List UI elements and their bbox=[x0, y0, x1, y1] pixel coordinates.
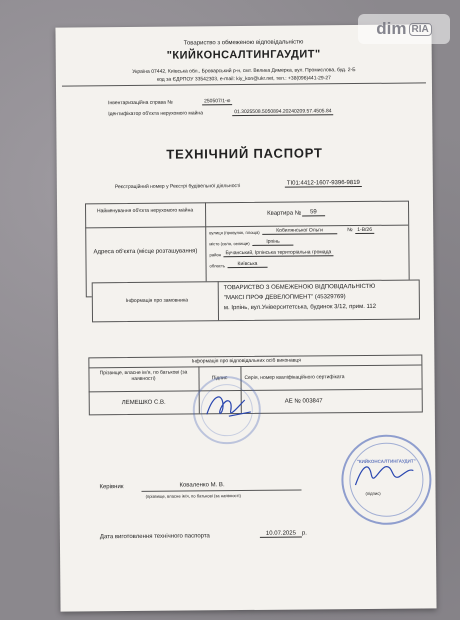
inventory-case-label: Інвентаризаційна справа № bbox=[108, 99, 173, 107]
customer-label: Інформація про замовника bbox=[125, 297, 189, 305]
object-id-label: Ідентифікатор об'єкта нерухомого майна bbox=[108, 110, 204, 118]
director-signature bbox=[349, 454, 419, 495]
director-name: Коваленко М. В. bbox=[179, 482, 225, 489]
house-caption: № bbox=[347, 227, 353, 234]
responsible-col-cert: Серія, номер кваліфікаційного сертифіката bbox=[244, 374, 345, 382]
page-title: ТЕХНІЧНИЙ ПАСПОРТ bbox=[166, 145, 323, 162]
inventory-case-value: 250507/1-ю bbox=[202, 98, 232, 105]
house-value: 1-В/26 bbox=[355, 227, 374, 234]
customer-line-1: ТОВАРИСТВО З ОБМЕЖЕНОЮ ВІДПОВІДАЛЬНІСТЮ bbox=[223, 283, 376, 292]
org-address: Україна 07442, Київська обл., Броварський р-н, смт. Велика Димерка, вул. Промислова, буд. 2-Б bbox=[132, 67, 356, 75]
director-name-line bbox=[142, 490, 302, 492]
street-caption: вулиця (провулок, площа) bbox=[209, 229, 260, 236]
technical-passport-document bbox=[55, 24, 436, 611]
city-caption: місто (село, селище) bbox=[209, 240, 250, 247]
date-label: Дата виготовлення технічного паспорта bbox=[99, 533, 210, 541]
customer-line-2: "МАКСІ ПРОФ ДЕВЕЛОПМЕНТ" (45329769) bbox=[223, 294, 346, 302]
director-label: Керівник bbox=[99, 484, 124, 491]
registry-value: TI01:4412-1607-9396-9819 bbox=[285, 180, 362, 188]
dim-ria-watermark bbox=[358, 14, 450, 44]
object-id-value: 01.3025508.5050894.20240209.57.4505.84 bbox=[232, 108, 333, 116]
responsible-name: ЛЕМЕШКО С.В. bbox=[121, 399, 166, 407]
apartment-value: 59 bbox=[302, 209, 325, 216]
street-value: Кобилянської Ольги bbox=[262, 227, 337, 235]
apartment-label: Квартира № bbox=[267, 210, 302, 217]
watermark-brand: dim bbox=[376, 19, 407, 38]
responsible-cert: АЕ № 003847 bbox=[284, 398, 323, 405]
director-sign-caption: (підпис) bbox=[365, 490, 381, 496]
region-caption: область bbox=[209, 263, 226, 269]
district-caption: район bbox=[209, 252, 222, 258]
org-name: "КИЙКОНСАЛТИНГАУДИТ" bbox=[166, 48, 321, 62]
seal-text: "КИЙКОНСАЛТИНГАУДИТ" bbox=[356, 458, 416, 465]
date-value: 10.07.2025 bbox=[260, 531, 302, 538]
district-value: Бучанський, Ірпінська територіальна громада bbox=[223, 249, 333, 257]
responsible-col-sign: Підпис bbox=[211, 375, 228, 382]
customer-line-3: м. Ірпінь, вул.Університетська, будинок 3/12, прим. 112 bbox=[223, 303, 377, 312]
watermark-badge: RIA bbox=[409, 23, 432, 36]
city-value: Ірпінь bbox=[252, 239, 293, 246]
date-suffix: р. bbox=[301, 530, 307, 537]
director-caption: (прізвище, власне ім'я, по батькові (за наявності) bbox=[145, 493, 241, 499]
registry-label: Реєстраційний номер у Реєстрі будівельної діяльності bbox=[114, 183, 241, 191]
org-line: Товариство з обмеженою відповідальністю bbox=[183, 39, 304, 47]
address-label: Адреса об'єкта (місце розташування) bbox=[93, 248, 198, 256]
object-name-label: Найменування об'єкта нерухомого майна bbox=[96, 207, 194, 215]
responsible-col-name: Прізвище, власне ім'я, по батькові (за наявності) bbox=[99, 369, 188, 383]
stamp-middle bbox=[193, 376, 262, 445]
region-value: Київська bbox=[228, 261, 268, 268]
org-codes: код за ЄДРПОУ 33542303, e-mail: kiy_kon@ukr.net, тел.: +38(096)441-29-27 bbox=[156, 75, 331, 83]
responsible-title: Інформація про відповідальних осіб виконавця bbox=[191, 357, 302, 365]
